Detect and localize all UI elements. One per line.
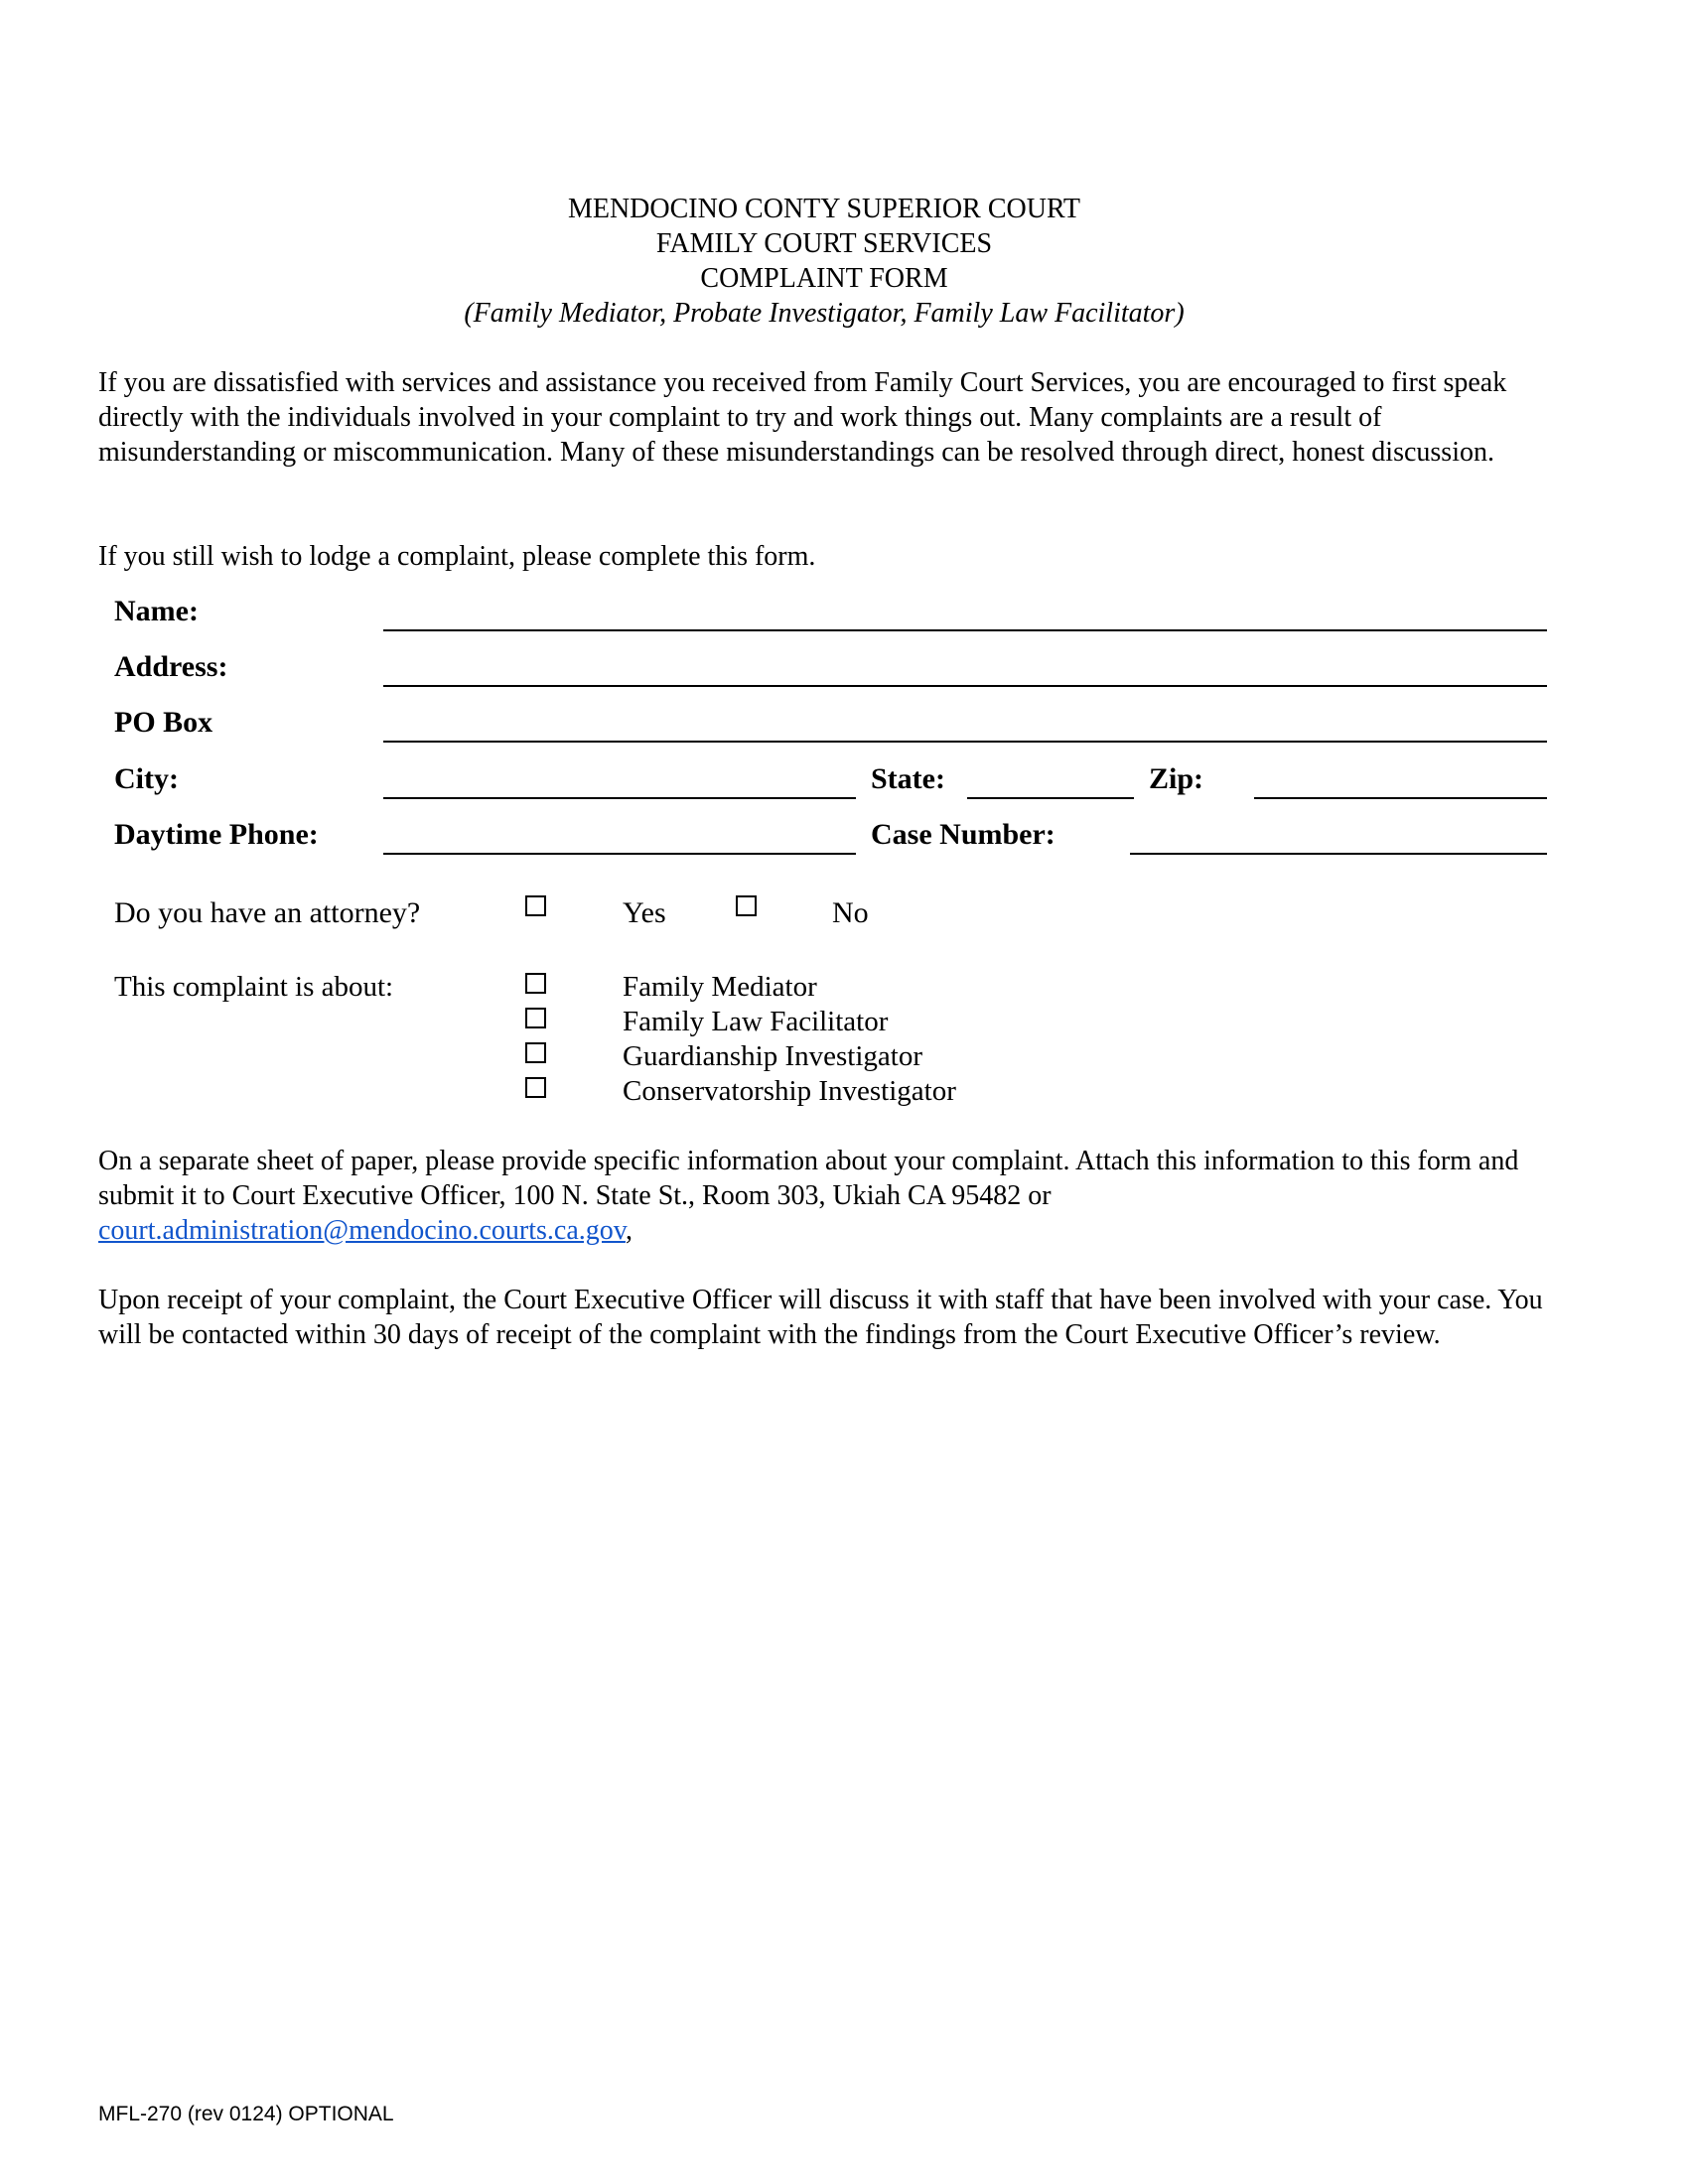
zip-label: Zip: bbox=[1149, 762, 1204, 795]
form-subtitle: (Family Mediator, Probate Investigator, Family Law Facilitator) bbox=[464, 298, 1185, 329]
option-label-family-mediator: Family Mediator bbox=[623, 971, 817, 1003]
option-label-guardianship-investigator: Guardianship Investigator bbox=[623, 1040, 923, 1072]
case-number-field[interactable] bbox=[1130, 853, 1547, 855]
attorney-yes-checkbox[interactable] bbox=[525, 895, 546, 916]
state-label: State: bbox=[871, 762, 945, 795]
case-number-label: Case Number: bbox=[871, 818, 1055, 851]
attorney-no-checkbox[interactable] bbox=[736, 895, 757, 916]
receipt-paragraph: Upon receipt of your complaint, the Court Executive Officer will discuss it with staff that have been involved with your case. You will be contacted within 30 days of receipt of the complaint with the findings from the Court Executive Officer’s review. bbox=[98, 1285, 1543, 1350]
zip-field[interactable] bbox=[1254, 797, 1547, 799]
name-field[interactable] bbox=[383, 629, 1547, 631]
form-title: COMPLAINT FORM bbox=[700, 263, 948, 294]
city-field[interactable] bbox=[383, 797, 856, 799]
option-label-family-law-facilitator: Family Law Facilitator bbox=[623, 1006, 889, 1037]
option-checkbox-family-law-facilitator[interactable] bbox=[525, 1008, 546, 1028]
email-link[interactable]: court.administration@mendocino.courts.ca.gov bbox=[98, 1215, 626, 1246]
court-name: MENDOCINO CONTY SUPERIOR COURT bbox=[567, 194, 1081, 224]
option-checkbox-guardianship-investigator[interactable] bbox=[525, 1042, 546, 1063]
po-box-label: PO Box bbox=[114, 706, 213, 739]
option-checkbox-family-mediator[interactable] bbox=[525, 973, 546, 994]
name-label: Name: bbox=[114, 595, 199, 627]
option-label-conservatorship-investigator: Conservatorship Investigator bbox=[623, 1075, 956, 1107]
attorney-question: Do you have an attorney? bbox=[114, 896, 421, 929]
address-field[interactable] bbox=[383, 685, 1547, 687]
intro-paragraph: If you are dissatisfied with services and assistance you received from Family Court Services, you are encouraged to first speak directly with the individuals involved in your complaint to try and work things out. Many complaints are a result of misunderstanding or miscommunication. Many of these misunderstandings can be resolved through direct, honest discussion. bbox=[98, 367, 1507, 468]
po-box-field[interactable] bbox=[383, 741, 1547, 743]
state-field[interactable] bbox=[967, 797, 1134, 799]
option-checkbox-conservatorship-investigator[interactable] bbox=[525, 1077, 546, 1098]
complaint-about-label: This complaint is about: bbox=[114, 971, 394, 1003]
attorney-no-label: No bbox=[832, 896, 869, 929]
lodge-instruction: If you still wish to lodge a complaint, please complete this form. bbox=[98, 541, 816, 572]
submission-trailing: , bbox=[625, 1215, 633, 1246]
attorney-yes-label: Yes bbox=[623, 896, 666, 929]
address-label: Address: bbox=[114, 650, 228, 683]
submission-paragraph bbox=[98, 1144, 1588, 1248]
form-id: MFL-270 (rev 0124) OPTIONAL bbox=[98, 2103, 394, 2125]
submission-text: On a separate sheet of paper, please provide specific information about your complaint. Attach this information to this form and submit it to Court Executive Officer, 100 N. State St., Room 303, Ukiah CA 95482 or bbox=[98, 1146, 1519, 1211]
daytime-phone-label: Daytime Phone: bbox=[114, 818, 319, 851]
city-label: City: bbox=[114, 762, 179, 795]
daytime-phone-field[interactable] bbox=[383, 853, 856, 855]
department-name: FAMILY COURT SERVICES bbox=[655, 228, 993, 259]
